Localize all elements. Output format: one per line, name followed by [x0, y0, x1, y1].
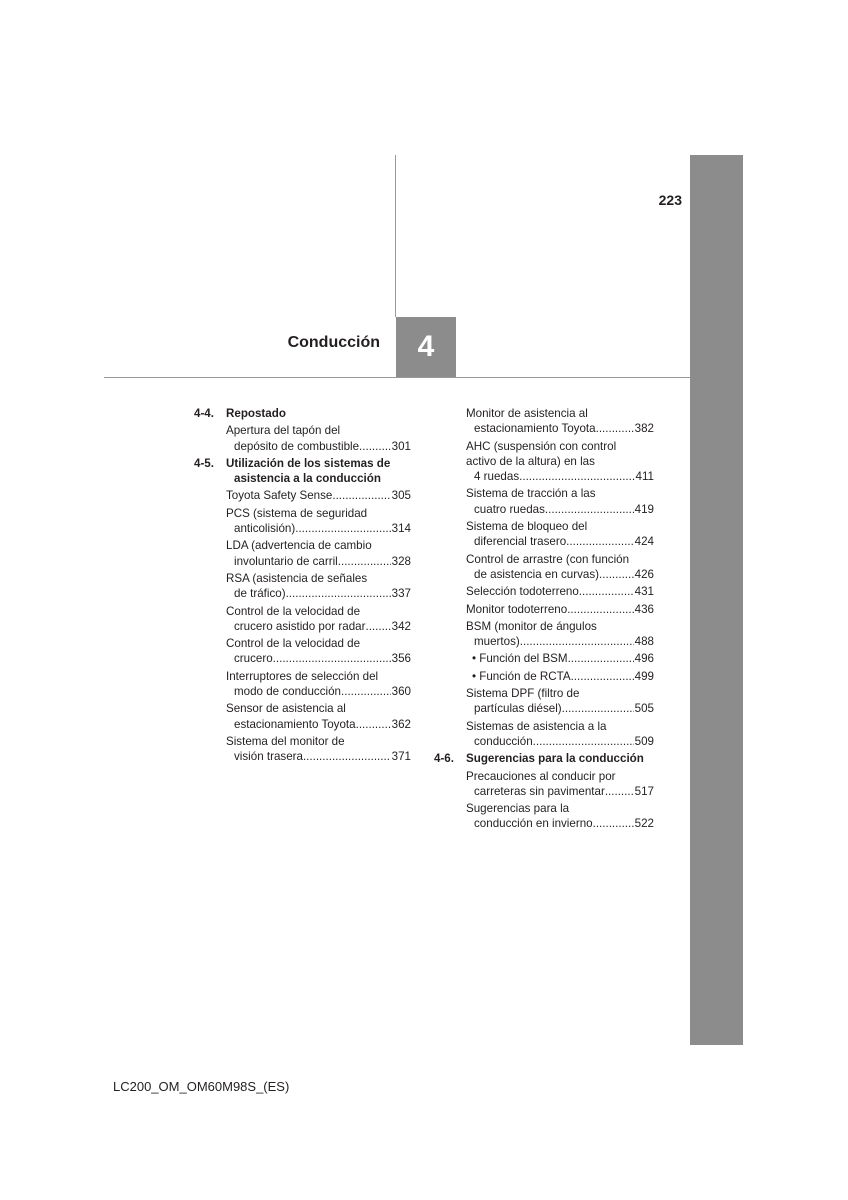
- toc-entry-text: • Función del BSM: [472, 652, 568, 666]
- dot-leader: [599, 567, 634, 582]
- toc-entry-text: Precauciones al conducir por: [466, 769, 616, 783]
- toc-entry-text: conducción: [474, 734, 533, 748]
- toc-entry-text: Interruptores de selección del: [226, 669, 379, 683]
- toc-left-column: [194, 406, 411, 767]
- page-reference: 424: [634, 535, 654, 549]
- toc-entry-text: Sistema de tracción a las: [466, 487, 596, 501]
- chapter-number: 4: [417, 330, 435, 363]
- toc-entry-text: anticolisión): [234, 522, 296, 536]
- toc-entry[interactable]: [434, 602, 654, 617]
- toc-entry-text: modo de conducción: [234, 685, 341, 699]
- toc-entry-line: [226, 684, 411, 699]
- toc-entry[interactable]: [194, 734, 411, 765]
- toc-entry[interactable]: [434, 719, 654, 750]
- toc-entry-line: [226, 488, 411, 503]
- toc-right-column: [434, 406, 654, 834]
- toc-entry-text: Monitor todoterreno: [466, 602, 568, 616]
- dot-leader: [365, 619, 390, 634]
- dot-leader: [568, 651, 634, 666]
- toc-subentry[interactable]: [434, 669, 654, 684]
- toc-entry-text: Control de arrastre (con función: [466, 552, 630, 566]
- toc-entry-text: crucero: [234, 652, 273, 666]
- chapter-title: Conducción: [287, 334, 380, 351]
- page-reference: 499: [634, 669, 654, 683]
- toc-entry[interactable]: [434, 769, 654, 800]
- toc-entry-line: [466, 567, 654, 582]
- section-title: Repostado: [226, 407, 286, 420]
- section-number: 4-6.: [434, 752, 454, 766]
- dot-leader: [520, 634, 634, 649]
- dot-leader: [341, 684, 391, 699]
- toc-entry-line: [226, 586, 411, 601]
- section-number: 4-5.: [194, 456, 214, 470]
- toc-entry-text: visión trasera: [234, 750, 303, 764]
- page-reference: 488: [634, 635, 654, 649]
- page-reference: 436: [634, 602, 654, 616]
- toc-entry-text: LDA (advertencia de cambio: [226, 539, 372, 553]
- toc-entry[interactable]: [434, 619, 654, 650]
- toc-entry[interactable]: [434, 686, 654, 717]
- section-title: asistencia a la conducción: [234, 472, 381, 486]
- dot-leader: [571, 669, 634, 684]
- toc-entry-line: [226, 619, 411, 634]
- toc-entry[interactable]: [434, 552, 654, 583]
- page-reference: 360: [391, 685, 411, 699]
- toc-entry-text: BSM (monitor de ángulos: [466, 619, 597, 633]
- section-heading: [194, 456, 411, 487]
- section-heading: [434, 751, 654, 766]
- toc-entry-text: RSA (asistencia de señales: [226, 571, 368, 585]
- toc-entry-text: Sensor de asistencia al: [226, 702, 346, 716]
- toc-entry[interactable]: [434, 801, 654, 832]
- section-heading: [194, 406, 411, 421]
- toc-entry-text: AHC (suspensión con control: [466, 439, 617, 453]
- toc-entry[interactable]: [434, 519, 654, 550]
- toc-entry[interactable]: [194, 604, 411, 635]
- toc-entry[interactable]: [434, 439, 654, 485]
- toc-entry-text: de tráfico): [234, 587, 286, 601]
- dot-leader: [605, 784, 634, 799]
- toc-entry-text: muertos): [474, 635, 520, 649]
- toc-subentry[interactable]: [434, 651, 654, 666]
- toc-entry-line: [466, 701, 654, 716]
- toc-entry[interactable]: [434, 584, 654, 599]
- footer-code: LC200_OM_OM60M98S_(ES): [113, 1079, 290, 1094]
- toc-entry-text: Toyota Safety Sense: [226, 489, 333, 503]
- page-reference: 411: [635, 470, 654, 484]
- toc-entry-line: [226, 717, 411, 732]
- page-number: 223: [658, 192, 682, 208]
- page-reference: 509: [634, 734, 654, 748]
- dot-leader: [567, 602, 633, 617]
- vertical-rule: [395, 155, 396, 317]
- page-reference: 371: [391, 750, 411, 764]
- toc-entry-text: Monitor de asistencia al: [466, 407, 588, 420]
- dot-leader: [359, 439, 391, 454]
- toc-entry-text: activo de la altura) en las: [466, 454, 595, 468]
- toc-entry-text: Control de la velocidad de: [226, 637, 361, 651]
- chapter-number-box: [396, 317, 456, 377]
- toc-entry-line: [466, 816, 654, 831]
- toc-entry[interactable]: [434, 486, 654, 517]
- page-reference: 426: [634, 567, 654, 581]
- page-reference: 505: [634, 702, 654, 716]
- dot-leader: [356, 717, 391, 732]
- toc-entry-line: [466, 734, 654, 749]
- page-reference: 522: [634, 817, 654, 831]
- toc-entry-line: [466, 784, 654, 799]
- toc-entry[interactable]: [194, 423, 411, 454]
- toc-entry-text: estacionamiento Toyota: [234, 717, 356, 731]
- page-reference: 419: [634, 502, 654, 516]
- toc-entry-text: depósito de combustible: [234, 439, 360, 453]
- toc-entry-line: [466, 421, 654, 436]
- dot-leader: [593, 816, 634, 831]
- dot-leader: [519, 469, 634, 484]
- dot-leader: [533, 734, 634, 749]
- dot-leader: [286, 586, 391, 601]
- toc-entry-line: [226, 554, 411, 569]
- toc-entry-text: estacionamiento Toyota: [474, 422, 596, 436]
- toc-entry-text: Sugerencias para la: [466, 802, 570, 816]
- dot-leader: [545, 502, 634, 517]
- toc-entry-line: [226, 439, 411, 454]
- page-reference: 337: [391, 587, 411, 601]
- toc-entry-text: • Función de RCTA: [472, 669, 571, 683]
- dot-leader: [338, 554, 391, 569]
- toc-entry-text: diferencial trasero: [474, 535, 567, 549]
- page-reference: 431: [634, 585, 654, 599]
- toc-entry-line: [466, 669, 654, 684]
- section-number: 4-4.: [194, 407, 214, 420]
- dot-leader: [303, 749, 391, 764]
- dot-leader: [273, 651, 391, 666]
- section-title: Utilización de los sistemas de: [226, 456, 391, 470]
- toc-entry[interactable]: [194, 571, 411, 602]
- page-reference: 496: [634, 652, 654, 666]
- toc-entry-text: 4 ruedas: [474, 470, 520, 484]
- page-reference: 328: [391, 554, 411, 568]
- toc-entry[interactable]: [194, 538, 411, 569]
- toc-entry-text: partículas diésel): [474, 702, 562, 716]
- page-reference: 356: [391, 652, 411, 666]
- toc-entry[interactable]: [194, 488, 411, 503]
- toc-entry[interactable]: [194, 669, 411, 700]
- toc-entry[interactable]: [194, 701, 411, 732]
- toc-entry[interactable]: [434, 406, 654, 437]
- toc-entry-line: [466, 469, 654, 484]
- toc-entry-line: [466, 651, 654, 666]
- page-reference: 314: [391, 522, 411, 536]
- toc-entry-text: Sistema de bloqueo del: [466, 520, 588, 534]
- section-title: Sugerencias para la conducción: [466, 752, 644, 766]
- toc-entry-line: [466, 602, 654, 617]
- toc-entry-line: [226, 521, 411, 536]
- toc-entry-text: Sistema del monitor de: [226, 734, 345, 748]
- toc-entry-text: Sistemas de asistencia a la: [466, 719, 607, 733]
- toc-entry-line: [466, 634, 654, 649]
- toc-entry-text: crucero asistido por radar: [234, 619, 366, 633]
- toc-entry-text: PCS (sistema de seguridad: [226, 506, 368, 520]
- toc-entry-text: cuatro ruedas: [474, 502, 545, 516]
- toc-entry-line: [226, 749, 411, 764]
- toc-entry-text: Selección todoterreno: [466, 585, 579, 599]
- dot-leader: [332, 488, 390, 503]
- toc-entry-line: [466, 584, 654, 599]
- dot-leader: [562, 701, 634, 716]
- toc-entry[interactable]: [194, 636, 411, 667]
- dot-leader: [295, 521, 390, 536]
- chapter-side-tab: [690, 155, 743, 1045]
- page-reference: 517: [634, 784, 654, 798]
- page-reference: 305: [391, 489, 411, 503]
- page-reference: 362: [391, 717, 411, 731]
- toc-entry-line: [466, 502, 654, 517]
- toc-entry-line: [466, 534, 654, 549]
- dot-leader: [566, 534, 634, 549]
- page-reference: 342: [391, 619, 411, 633]
- toc-entry-line: [226, 651, 411, 666]
- dot-leader: [596, 421, 634, 436]
- toc-entry-text: carreteras sin pavimentar: [474, 784, 605, 798]
- toc-entry[interactable]: [194, 506, 411, 537]
- dot-leader: [579, 584, 634, 599]
- toc-entry-text: conducción en invierno: [474, 817, 593, 831]
- page-reference: 301: [391, 439, 411, 453]
- toc-entry-text: involuntario de carril: [234, 554, 338, 568]
- toc-entry-text: Sistema DPF (filtro de: [466, 687, 580, 701]
- toc-entry-text: Apertura del tapón del: [226, 424, 341, 438]
- toc-entry-text: Control de la velocidad de: [226, 604, 361, 618]
- toc-entry-text: de asistencia en curvas): [474, 567, 600, 581]
- horizontal-rule: [104, 377, 690, 378]
- page-reference: 382: [634, 422, 654, 436]
